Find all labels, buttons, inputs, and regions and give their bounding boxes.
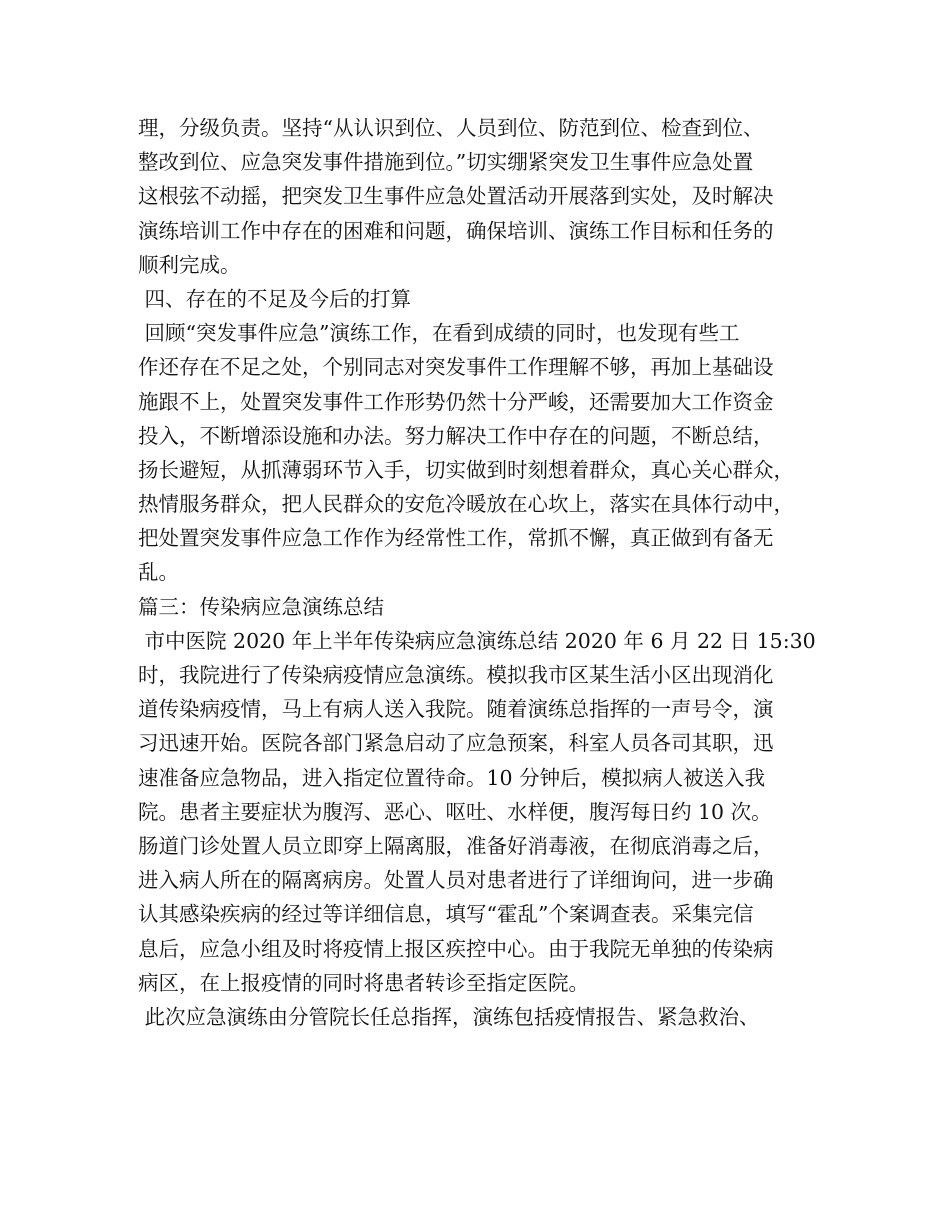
document-body (138, 111, 818, 1034)
text-line: 院。患者主要症状为腹泻、恶心、呕吐、水样便，腹泻每日约 10 次。 (138, 799, 772, 824)
text-line: 扬长避短，从抓薄弱环节入手，切实做到时刻想着群众，真心关心群众， (138, 457, 794, 482)
text-line: 理，分级负责。坚持“从认识到位、人员到位、防范到位、检查到位、 (138, 116, 764, 140)
text-line: 施跟不上，处置突发事件工作形势仍然十分严峻，还需要加大工作资金 (138, 389, 774, 414)
text-line: 进入病人所在的隔离病房。处置人员对患者进行了详细询问，进一步确 (138, 868, 774, 893)
text-line: 速准备应急物品，进入指定位置待命。10 分钟后，模拟病人被送入我 (138, 765, 766, 790)
text-line: 习迅速开始。医院各部门紧急启动了应急预案，科室人员各司其职，迅 (138, 731, 774, 756)
text-line: 回顾“突发事件应急”演练工作，在看到成绩的同时，也发现有些工 (138, 321, 740, 346)
text-line: 时，我院进行了传染病疫情应急演练。模拟我市区某生活小区出现消化 (138, 663, 774, 687)
text-line: 息后，应急小组及时将疫情上报区疾控中心。由于我院无单独的传染病 (138, 936, 774, 961)
text-line: 肠道门诊处置人员立即穿上隔离服，准备好消毒液，在彻底消毒之后， (138, 833, 774, 858)
text-line: 这根弦不动摇，把突发卫生事件应急处置活动开展落到实处，及时解决 (138, 184, 774, 209)
text-line: 作还存在不足之处，个别同志对突发事件工作理解不够，再加上基础设 (138, 355, 774, 380)
text-line: 乱。 (138, 560, 179, 585)
text-line: 顺利完成。 (138, 252, 241, 277)
text-line: 市中医院 2020 年上半年传染病应急演练总结 2020 年 6 月 22 日 15:30 (138, 628, 816, 653)
text-line: 整改到位、应急突发事件措施到位。”切实绷紧突发卫生事件应急处置 (138, 150, 754, 175)
text-line: 投入，不断增添设施和办法。努力解决工作中存在的问题，不断总结， (138, 423, 774, 448)
text-line: 病区，在上报疫情的同时将患者转诊至指定医院。 (138, 970, 589, 995)
chapter-heading: 篇三：传染病应急演练总结 (138, 594, 384, 619)
text-line: 把处置突发事件应急工作作为经常性工作，常抓不懈，真正做到有备无 (138, 526, 774, 551)
section-heading: 四、存在的不足及今后的打算 (138, 286, 412, 311)
text-line: 此次应急演练由分管院长任总指挥，演练包括疫情报告、紧急救治、 (138, 1004, 760, 1029)
text-line: 认其感染疾病的经过等详细信息，填写“霍乱”个案调查表。采集完信 (138, 902, 754, 927)
text-line: 演练培训工作中存在的困难和问题，确保培训、演练工作目标和任务的 (138, 218, 774, 243)
text-line: 道传染病疫情，马上有病人送入我院。随着演练总指挥的一声号令，演 (138, 697, 774, 722)
text-line: 热情服务群众，把人民群众的安危冷暖放在心坎上，落实在具体行动中， (138, 492, 794, 517)
